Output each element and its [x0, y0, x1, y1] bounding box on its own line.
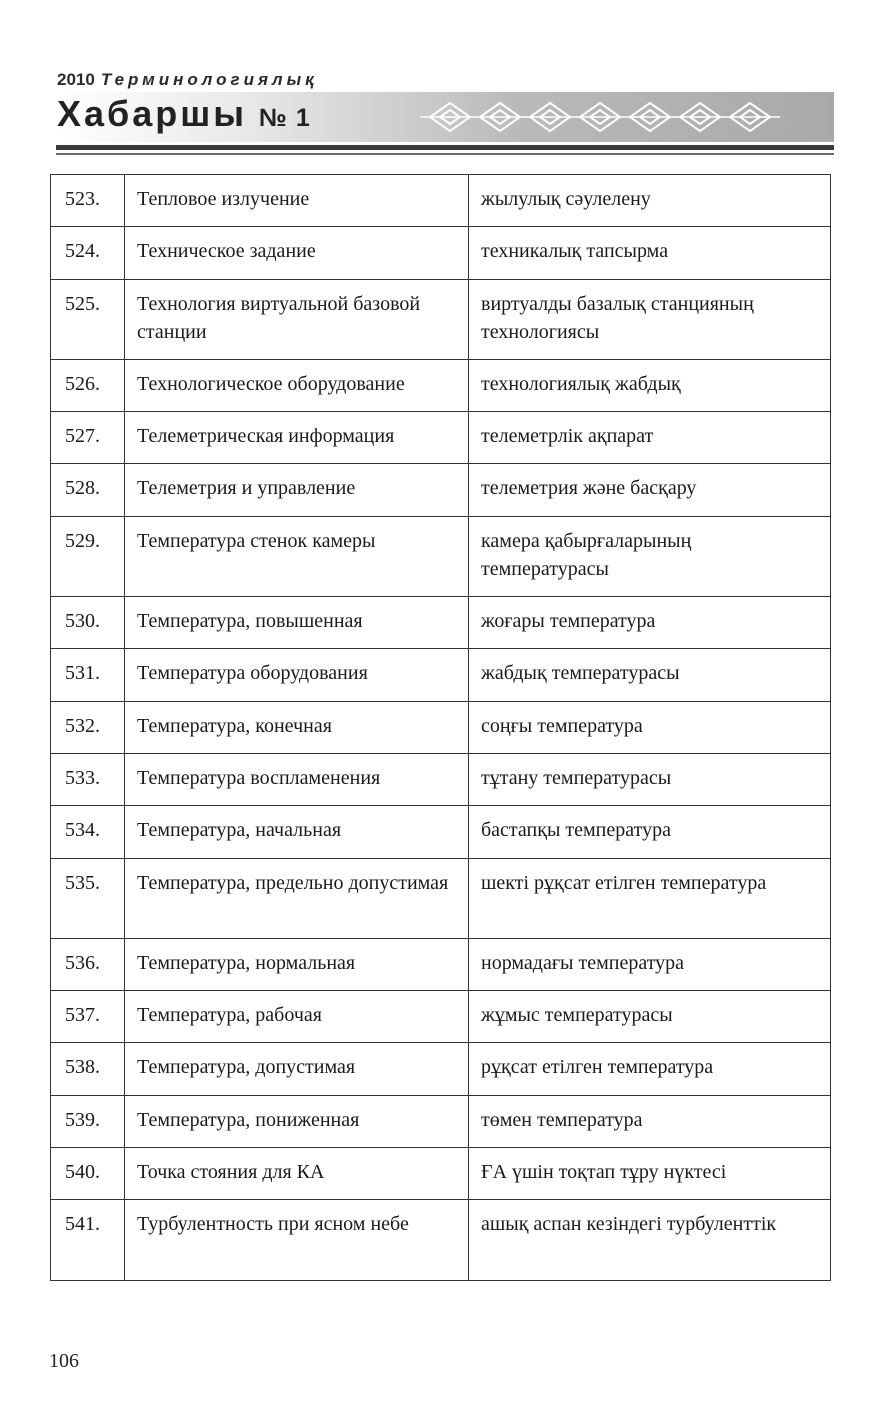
- term-kazakh: телеметрия және басқару: [469, 464, 831, 516]
- table-row: [51, 279, 831, 359]
- term-kazakh: технологиялық жабдық: [469, 359, 831, 411]
- ornament-pattern-icon: [420, 98, 780, 136]
- table-row: [51, 227, 831, 279]
- term-kazakh: техникалық тапсырма: [469, 227, 831, 279]
- terminology-table: [50, 174, 831, 1281]
- term-kazakh: тұтану температурасы: [469, 753, 831, 805]
- term-russian: Тепловое излучение: [125, 175, 469, 227]
- header-subtitle: Терминологиялық: [100, 70, 318, 89]
- entry-number: 526.: [51, 359, 125, 411]
- term-kazakh: камера қабырғаларының температурасы: [469, 516, 831, 596]
- term-kazakh: нормадағы температура: [469, 938, 831, 990]
- table-row: [51, 938, 831, 990]
- term-russian: Температура оборудования: [125, 649, 469, 701]
- table-row: [51, 1148, 831, 1200]
- entry-number: 527.: [51, 412, 125, 464]
- table-row: [51, 701, 831, 753]
- term-russian: Турбулентность при ясном небе: [125, 1200, 469, 1280]
- term-kazakh: жоғары температура: [469, 597, 831, 649]
- term-kazakh: жылулық сәулелену: [469, 175, 831, 227]
- header-title: Хабаршы: [57, 93, 248, 134]
- term-kazakh: жабдық температурасы: [469, 649, 831, 701]
- term-kazakh: бастапқы температура: [469, 806, 831, 858]
- term-russian: Температура, рабочая: [125, 991, 469, 1043]
- table-row: [51, 516, 831, 596]
- table-row: [51, 597, 831, 649]
- term-russian: Температура, конечная: [125, 701, 469, 753]
- table-row: [51, 649, 831, 701]
- header-subtitle-line: [57, 70, 318, 90]
- table-row: [51, 175, 831, 227]
- term-russian: Температура, допустимая: [125, 1043, 469, 1095]
- term-kazakh: соңғы температура: [469, 701, 831, 753]
- term-russian: Технология виртуальной базовой станции: [125, 279, 469, 359]
- page-header: [0, 0, 889, 160]
- entry-number: 534.: [51, 806, 125, 858]
- entry-number: 529.: [51, 516, 125, 596]
- table-row: [51, 753, 831, 805]
- table-row: [51, 806, 831, 858]
- entry-number: 528.: [51, 464, 125, 516]
- header-issue: № 1: [259, 104, 311, 132]
- entry-number: 532.: [51, 701, 125, 753]
- term-kazakh: шекті рұқсат етілген температура: [469, 858, 831, 938]
- entry-number: 537.: [51, 991, 125, 1043]
- table-row: [51, 1043, 831, 1095]
- term-kazakh: виртуалды базалық станцияның технологиясы: [469, 279, 831, 359]
- term-russian: Точка стояния для КА: [125, 1148, 469, 1200]
- entry-number: 536.: [51, 938, 125, 990]
- table-row: [51, 991, 831, 1043]
- entry-number: 540.: [51, 1148, 125, 1200]
- term-russian: Температура, повышенная: [125, 597, 469, 649]
- entry-number: 535.: [51, 858, 125, 938]
- table-row: [51, 359, 831, 411]
- term-russian: Температура, предельно допустимая: [125, 858, 469, 938]
- header-rule-thin: [56, 153, 834, 155]
- term-russian: Телеметрическая информация: [125, 412, 469, 464]
- term-kazakh: ашық аспан кезіндегі турбуленттік: [469, 1200, 831, 1280]
- table-row: [51, 1200, 831, 1280]
- table-row: [51, 412, 831, 464]
- term-kazakh: жұмыс температурасы: [469, 991, 831, 1043]
- table-row: [51, 464, 831, 516]
- entry-number: 524.: [51, 227, 125, 279]
- term-russian: Техническое задание: [125, 227, 469, 279]
- header-title-line: [57, 93, 311, 135]
- table-row: [51, 1095, 831, 1147]
- entry-number: 538.: [51, 1043, 125, 1095]
- term-russian: Температура воспламенения: [125, 753, 469, 805]
- term-russian: Телеметрия и управление: [125, 464, 469, 516]
- term-russian: Технологическое оборудование: [125, 359, 469, 411]
- page-number: 106: [49, 1350, 79, 1372]
- entry-number: 531.: [51, 649, 125, 701]
- header-rule-thick: [56, 145, 834, 150]
- entry-number: 533.: [51, 753, 125, 805]
- term-russian: Температура, начальная: [125, 806, 469, 858]
- entry-number: 530.: [51, 597, 125, 649]
- term-kazakh: телеметрлік ақпарат: [469, 412, 831, 464]
- term-russian: Температура, нормальная: [125, 938, 469, 990]
- entry-number: 523.: [51, 175, 125, 227]
- term-russian: Температура стенок камеры: [125, 516, 469, 596]
- term-kazakh: рұқсат етілген температура: [469, 1043, 831, 1095]
- term-russian: Температура, пониженная: [125, 1095, 469, 1147]
- header-year: 2010: [57, 70, 95, 89]
- entry-number: 539.: [51, 1095, 125, 1147]
- entry-number: 525.: [51, 279, 125, 359]
- term-kazakh: төмен температура: [469, 1095, 831, 1147]
- entry-number: 541.: [51, 1200, 125, 1280]
- term-kazakh: ҒА үшін тоқтап тұру нүктесі: [469, 1148, 831, 1200]
- table-row: [51, 858, 831, 938]
